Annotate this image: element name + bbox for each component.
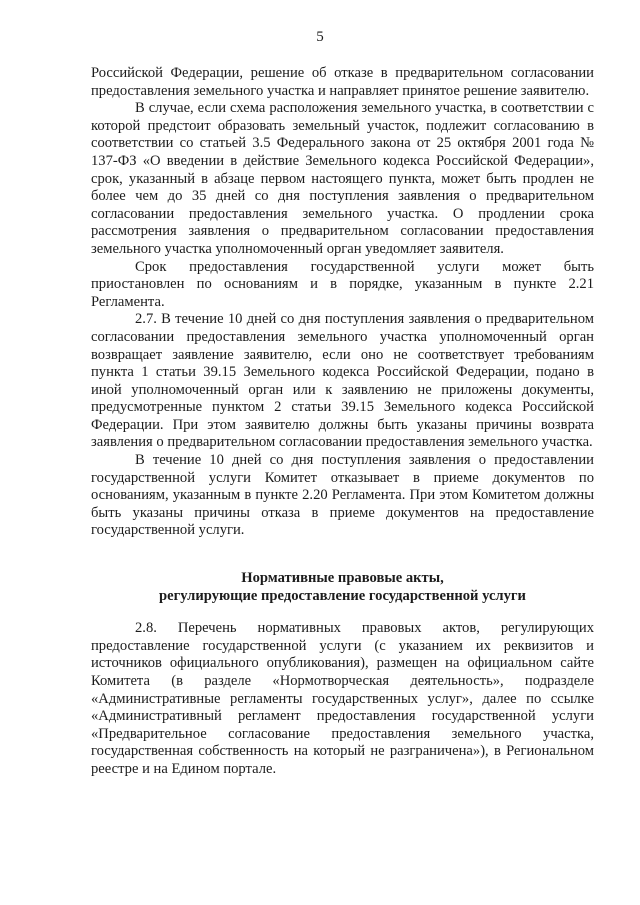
paragraph-refusal: В течение 10 дней со дня поступления заявления о предоставлении государственной услуги Комитет отказывает в приеме документов по основаниям, указанным в пункте 2.20 Регламента. При этом Комитетом должны быть указаны причины отказа в приеме документов на предоставление государственной услуги. (91, 452, 594, 539)
paragraph-scheme-extension: В случае, если схема расположения земельного участка, в соответствии с которой предстоит образовать земельный участок, подлежит согласованию в соответствии со статьей 3.5 Федерального закона от 25 октября 2001 года № 137-ФЗ «О введении в действие Земельного кодекса Российской Федерации», срок, указанный в абзаце первом настоящего пункта, может быть продлен не более чем до 35 дней со дня поступления заявления о предварительном согласовании предоставления земельного участка. О продлении срока рассмотрения заявления о предварительном согласовании предоставления земельного участка уполномоченный орган уведомляет заявителя. (91, 100, 594, 257)
section-heading (91, 570, 594, 605)
paragraph-continuation: Российской Федерации, решение об отказе в предварительном согласовании предоставления земельного участка и направляет принятое решение заявителю. (91, 65, 594, 99)
paragraph-suspension: Срок предоставления государственной услуги может быть приостановлен по основаниям и в порядке, указанным в пункте 2.21 Регламента. (91, 258, 594, 310)
section-heading-line2: регулирующие предоставление государственной услуги (159, 587, 526, 604)
document-body (91, 65, 594, 779)
paragraph-2-8: 2.8. Перечень нормативных правовых актов, регулирующих предоставление государственной услуги (с указанием их реквизитов и источников официального опубликования), размещен на официальном сайте Комитета (в разделе «Нормотворческая деятельность», подразделе «Административные регламенты государственных услуг», далее по ссылке «Административный регламент предоставления государственной услуги «Предварительное согласование предоставления земельного участка, государственная собственность на который не разграничена»), в Региональном реестре и на Едином портале. (91, 620, 594, 777)
page-number: 5 (316, 29, 324, 45)
section-heading-line1: Нормативные правовые акты, (241, 570, 444, 587)
paragraph-2-7: 2.7. В течение 10 дней со дня поступления заявления о предварительном согласовании предоставления земельного участка уполномоченный орган возвращает заявление заявителю, если оно не соответствует требованиям пункта 1 статьи 39.15 Земельного кодекса Российской Федерации, подано в иной уполномоченный орган или к заявлению не приложены документы, предусмотренные пунктом 2 статьи 39.15 Земельного кодекса Российской Федерации. При этом заявителю должны быть указаны причины возврата заявления о предварительном согласовании предоставления земельного участка. (91, 311, 594, 451)
